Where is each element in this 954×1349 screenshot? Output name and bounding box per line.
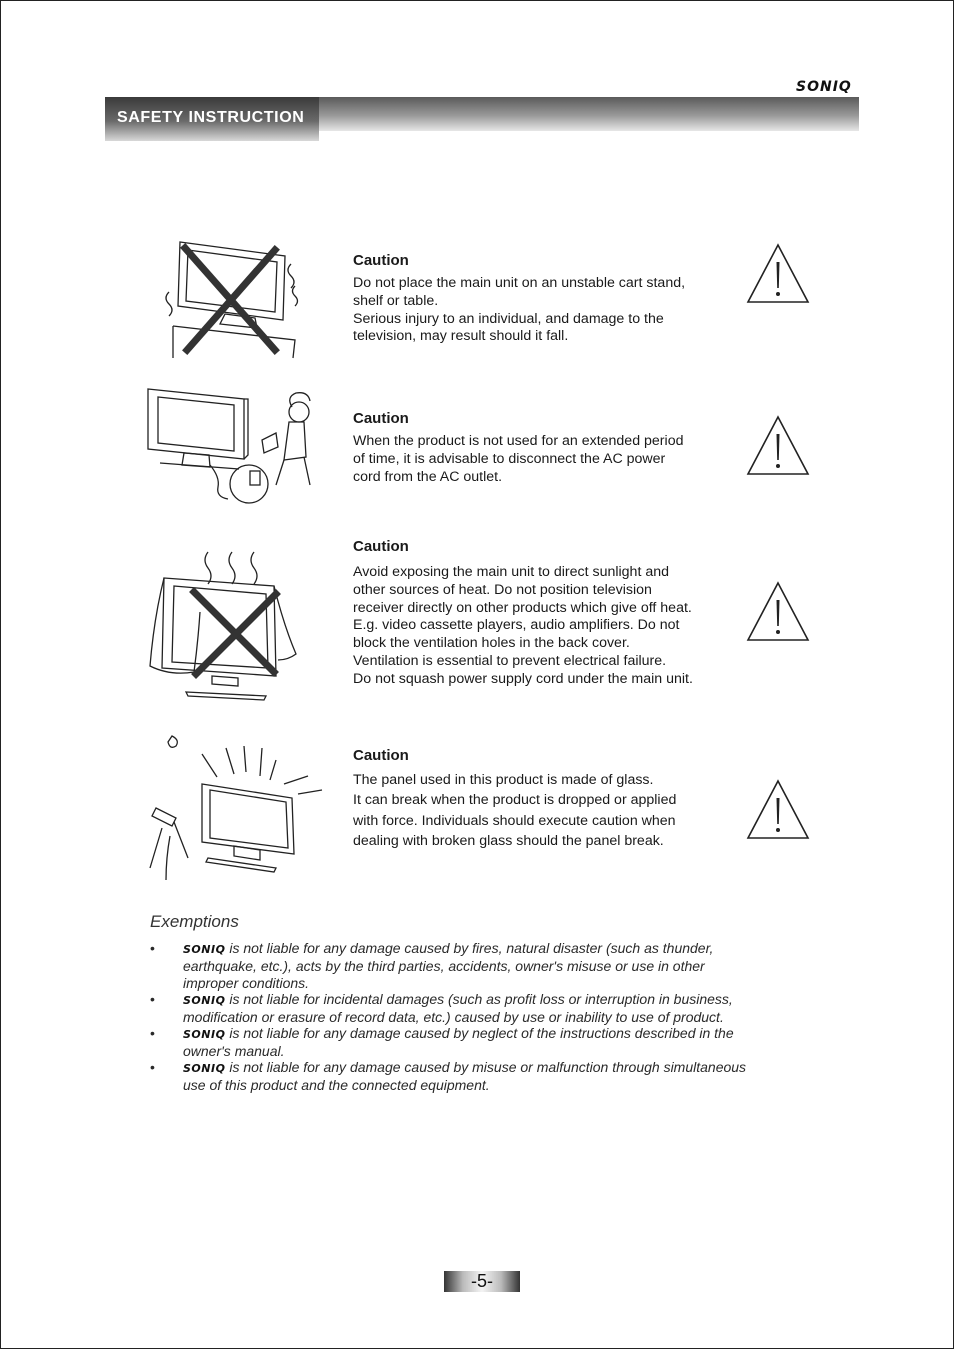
brand-logo: SONIQ [796, 79, 852, 95]
bullet: • [150, 940, 155, 956]
caution-line: of time, it is advisable to disconnect the AC power [353, 450, 666, 467]
caution-title: Caution [353, 747, 409, 764]
exemption-line: modification or erasure of record data, etc.) caused by use or inability to use of product. [183, 1009, 724, 1025]
exemption-item-1 [150, 940, 820, 991]
caution-line: E.g. video cassette players, audio amplifiers. Do not [353, 617, 680, 634]
bullet: • [150, 991, 155, 1007]
caution-line: Do not place the main unit on an unstable cart stand, [353, 275, 686, 291]
tv-heat-illustration [146, 548, 301, 703]
caution-line: shelf or table. [353, 292, 439, 309]
caution-line: with force. Individuals should execute caution when [353, 812, 676, 829]
caution-title: Caution [353, 538, 409, 555]
caution-line: cord from the AC outlet. [353, 468, 503, 485]
exemptions-title: Exemptions [150, 912, 239, 931]
caution-text [353, 433, 733, 486]
caution-line: The panel used in this product is made of glass. [353, 772, 654, 788]
exemption-item-3 [150, 1025, 820, 1059]
caution-line: dealing with broken glass should the panel break. [353, 832, 664, 849]
caution-text [353, 770, 733, 851]
caution-title: Caution [353, 252, 409, 269]
exemption-line: is not liable for incidental damages (such as profit loss or interruption in business, [229, 991, 733, 1007]
warning-triangle-icon [745, 778, 811, 840]
exemption-line: earthquake, etc.), acts by the third parties, accidents, owner's misuse or use in other [183, 958, 705, 974]
warning-triangle-icon [745, 414, 811, 476]
tv-glass-break-illustration [142, 732, 327, 887]
caution-line: It can break when the product is dropped or applied [353, 792, 677, 809]
exemption-item-4 [150, 1059, 820, 1093]
exemption-line: improper conditions. [183, 975, 310, 991]
caution-text [353, 564, 738, 689]
brand-logo: SONIQ [183, 994, 226, 1007]
caution-line: other sources of heat. Do not position television [353, 581, 652, 598]
exemption-line: is not liable for any damage caused by fires, natural disaster (such as thunder, [229, 940, 714, 956]
bullet: • [150, 1025, 155, 1041]
brand-logo: SONIQ [183, 943, 226, 956]
section-title: SAFETY INSTRUCTION [117, 109, 305, 126]
warning-triangle-icon [745, 242, 811, 304]
caution-line: When the product is not used for an extended period [353, 433, 684, 449]
caution-line: Avoid exposing the main unit to direct sunlight and [353, 564, 670, 580]
caution-line: Do not squash power supply cord under the main unit. [353, 670, 693, 687]
exemption-line: is not liable for any damage caused by misuse or malfunction through simultaneous [229, 1059, 747, 1075]
caution-block-3 [353, 538, 738, 689]
caution-line: block the ventilation holes in the back cover. [353, 635, 630, 652]
caution-text [353, 275, 733, 346]
caution-line: television, may result should it fall. [353, 328, 569, 345]
caution-block-1 [353, 252, 733, 346]
warning-triangle-icon [745, 580, 811, 642]
caution-block-4 [353, 747, 733, 851]
caution-line: receiver directly on other products which give off heat. [353, 599, 692, 616]
caution-line: Serious injury to an individual, and damage to the [353, 310, 664, 327]
page-number-badge [444, 1271, 520, 1292]
bullet: • [150, 1059, 155, 1075]
brand-logo: SONIQ [183, 1028, 226, 1041]
caution-line: Ventilation is essential to prevent electrical failure. [353, 652, 667, 669]
page-number: -5- [471, 1271, 493, 1291]
exemption-line: use of this product and the connected equipment. [183, 1077, 490, 1093]
exemption-line: owner's manual. [183, 1043, 285, 1059]
caution-title: Caution [353, 410, 409, 427]
brand-logo: SONIQ [183, 1062, 226, 1075]
tv-unplug-illustration [144, 385, 324, 510]
exemption-line: is not liable for any damage caused by neglect of the instructions described in the [229, 1025, 734, 1041]
caution-block-2 [353, 410, 733, 486]
exemption-item-2 [150, 991, 820, 1025]
tv-unstable-stand-illustration [165, 238, 300, 363]
